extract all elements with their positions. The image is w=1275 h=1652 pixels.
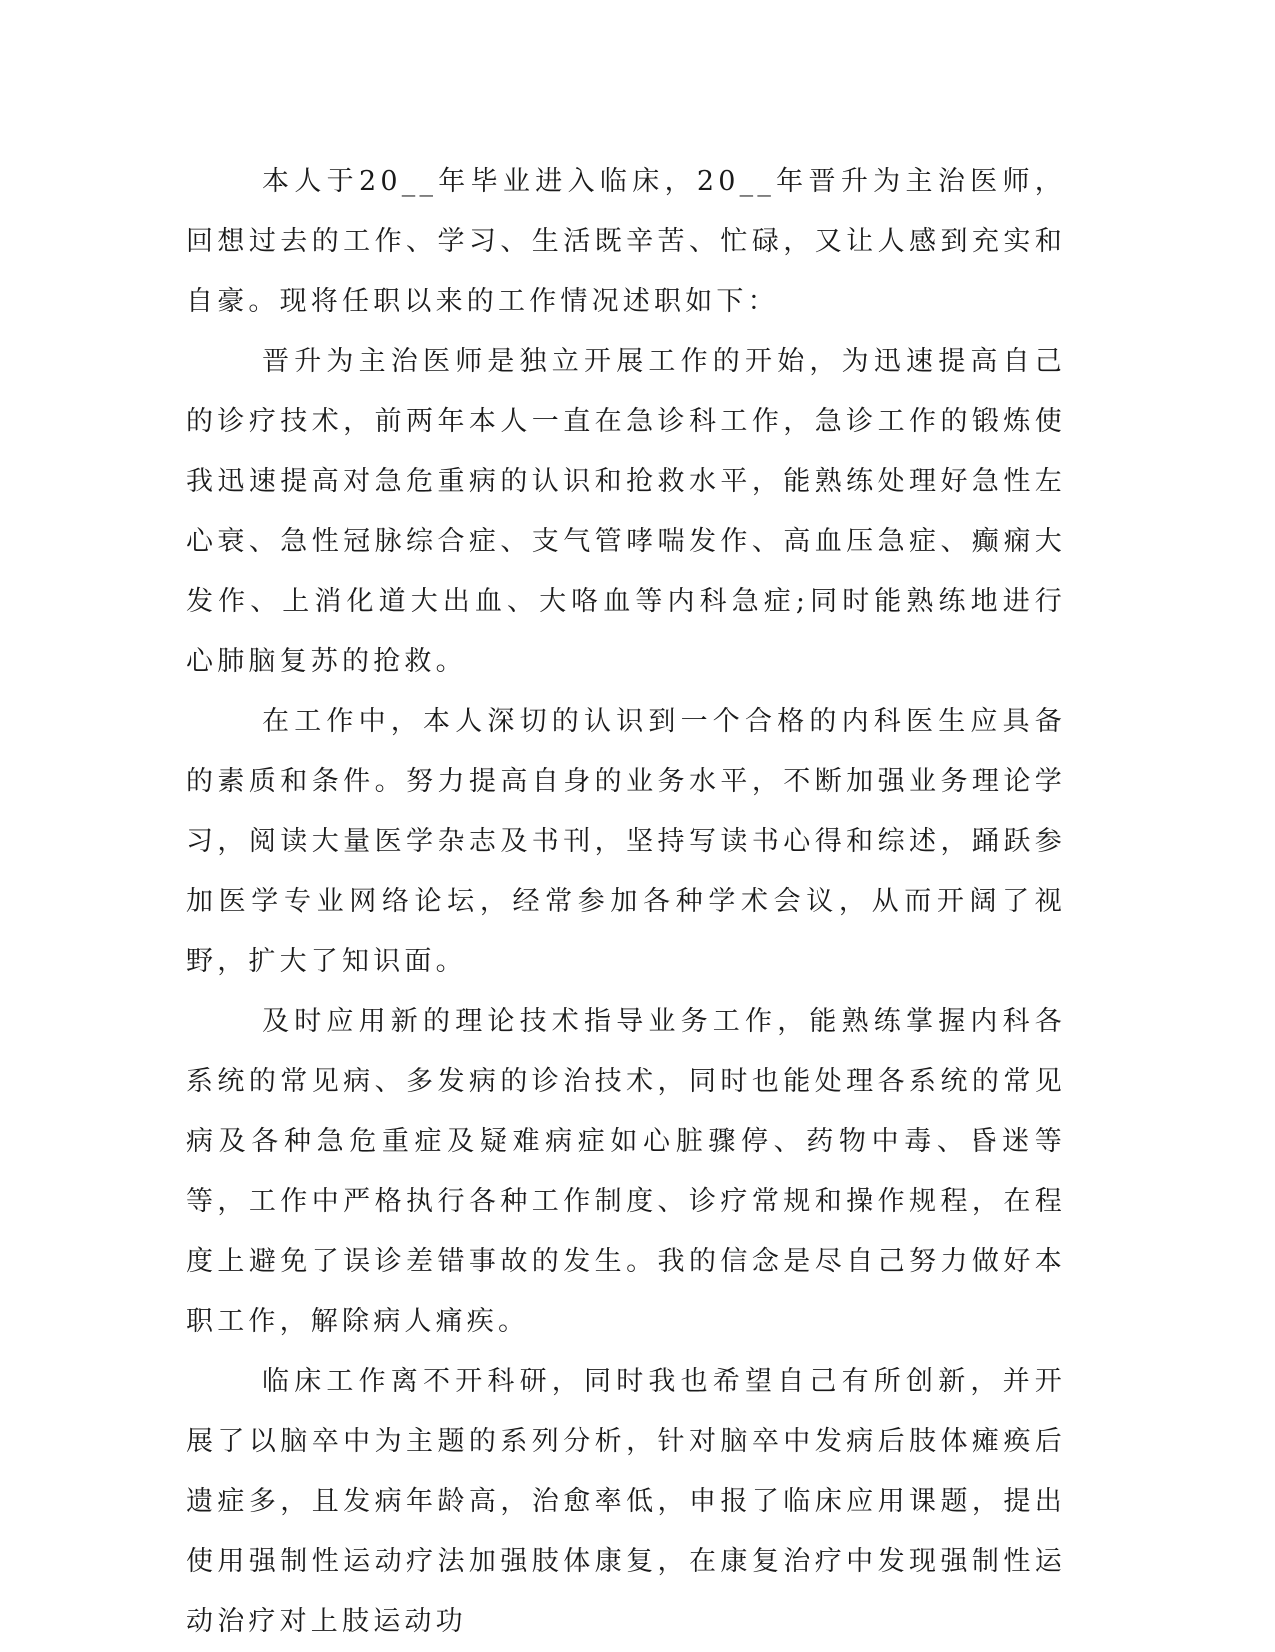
paragraph-research: 临床工作离不开科研，同时我也希望自己有所创新，并开展了以脑卒中为主题的系列分析，针对脑卒中发病后肢体瘫痪后遗症多，且发病年龄高，治愈率低，申报了临床应用课题，提出使用强制性运动疗法加强肢体康复，在康复治疗中发现强制性运动治疗对上肢运动功 bbox=[186, 1366, 1066, 1637]
paragraph-self-improvement: 在工作中，本人深切的认识到一个合格的内科医生应具备的素质和条件。努力提高自身的业务水平，不断加强业务理论学习，阅读大量医学杂志及书刊，坚持写读书心得和综述，踊跃参加医学专业网络论坛，经常参加各种学术会议，从而开阔了视野，扩大了知识面。 bbox=[186, 706, 1066, 977]
document-body bbox=[186, 152, 1066, 1652]
paragraph-emergency-work: 晋升为主治医师是独立开展工作的开始，为迅速提高自己的诊疗技术，前两年本人一直在急诊科工作，急诊工作的锻炼使我迅速提高对急危重病的认识和抢救水平，能熟练处理好急性左心衰、急性冠脉综合症、支气管哮喘发作、高血压急症、癫痫大发作、上消化道大出血、大咯血等内科急症;同时能熟练地进行心肺脑复苏的抢救。 bbox=[186, 346, 1066, 677]
paragraph-clinical-practice: 及时应用新的理论技术指导业务工作，能熟练掌握内科各系统的常见病、多发病的诊治技术，同时也能处理各系统的常见病及各种急危重症及疑难病症如心脏骤停、药物中毒、昏迷等等，工作中严格执行各种工作制度、诊疗常规和操作规程，在程度上避免了误诊差错事故的发生。我的信念是尽自己努力做好本职工作，解除病人痛疾。 bbox=[186, 1006, 1066, 1337]
paragraph-intro: 本人于20__年毕业进入临床，20__年晋升为主治医师，回想过去的工作、学习、生活既辛苦、忙碌，又让人感到充实和自豪。现将任职以来的工作情况述职如下： bbox=[186, 166, 1066, 317]
